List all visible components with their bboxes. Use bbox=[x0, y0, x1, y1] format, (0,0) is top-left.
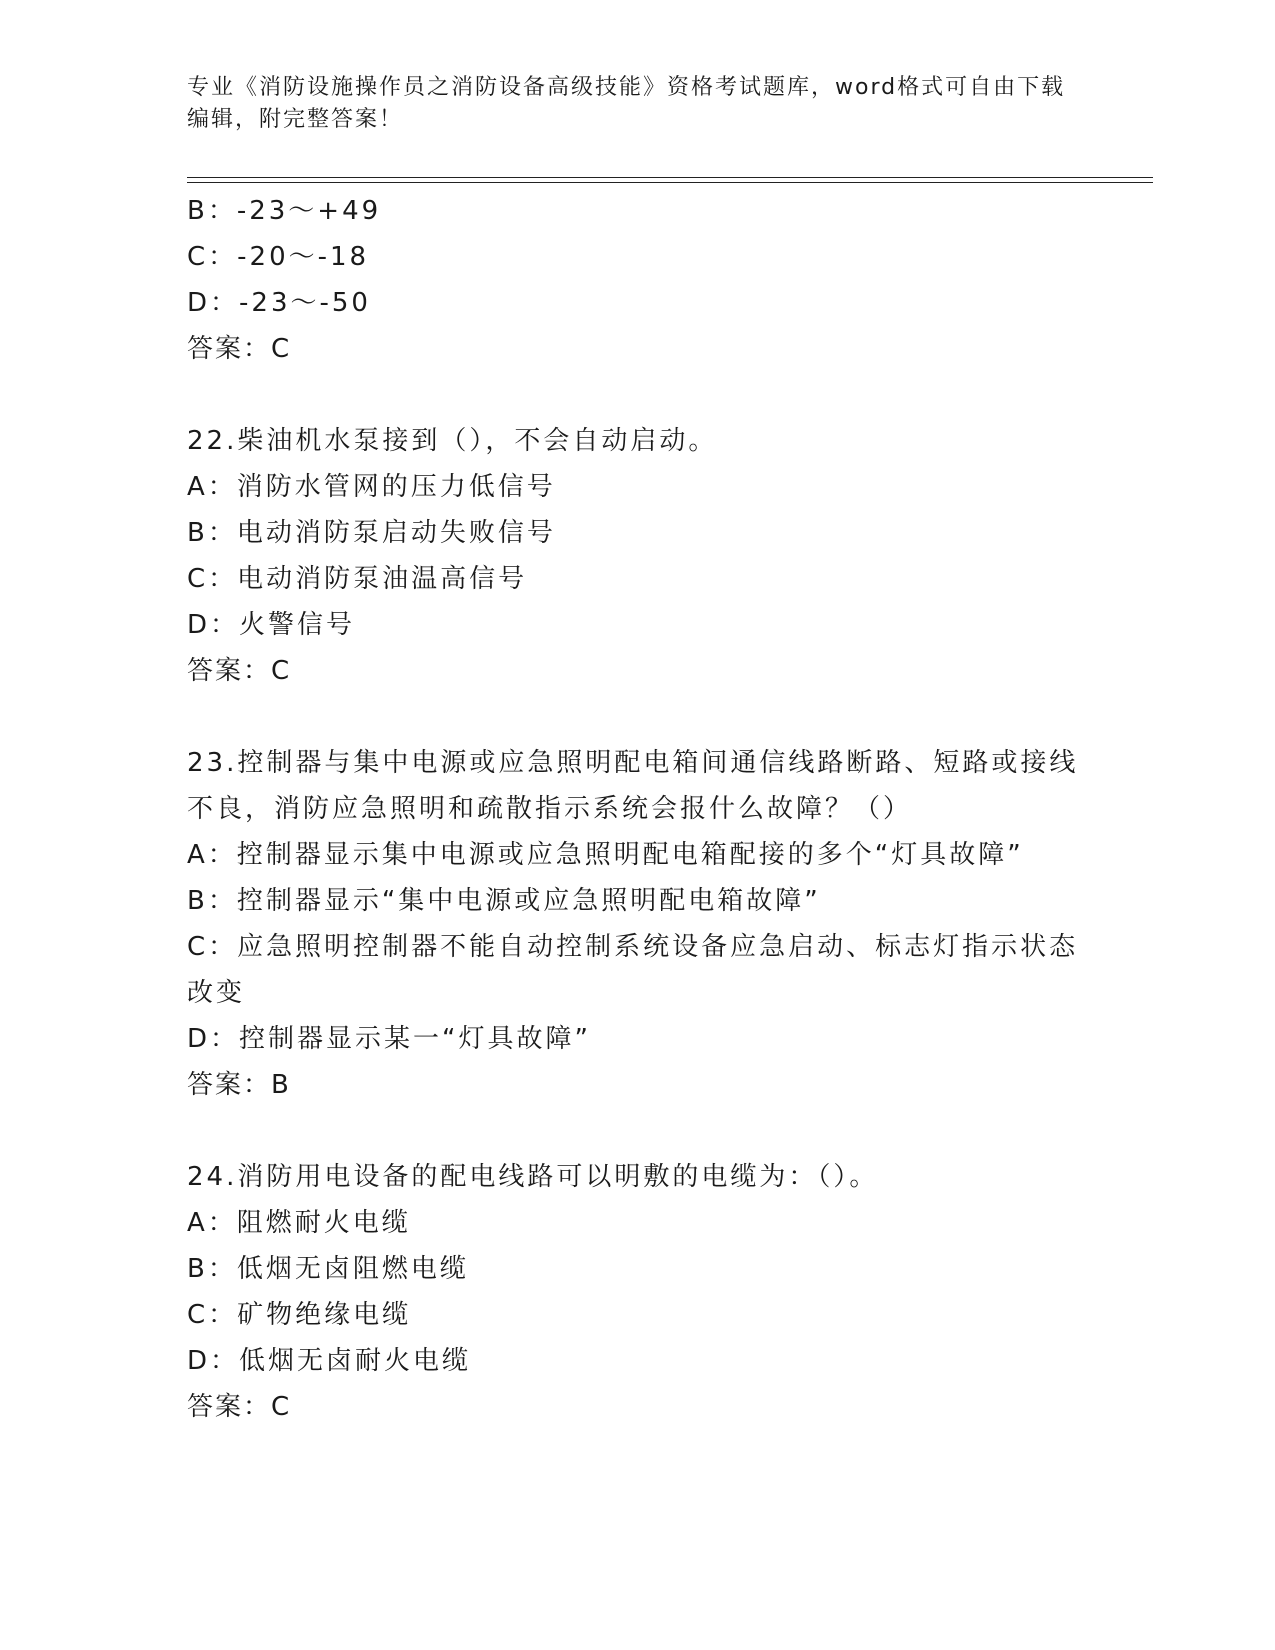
question-22 bbox=[187, 418, 1087, 694]
option-b: B：低烟无卤阻燃电缆 bbox=[187, 1254, 469, 1284]
spacer bbox=[187, 694, 1087, 740]
page-header: 专业《消防设施操作员之消防设备高级技能》资格考试题库，word格式可自由下载编辑，附完整答案！ bbox=[187, 75, 1066, 132]
option-d: D：控制器显示某一“灯具故障” bbox=[187, 1024, 591, 1054]
option-a: A：消防水管网的压力低信号 bbox=[187, 472, 556, 502]
option-c: C：矿物绝缘电缆 bbox=[187, 1300, 412, 1330]
option-b: B：控制器显示“集中电源或应急照明配电箱故障” bbox=[187, 886, 821, 916]
spacer bbox=[187, 372, 1087, 418]
header-divider-bottom bbox=[187, 182, 1153, 183]
option-d: D：-23～-50 bbox=[187, 288, 371, 318]
option-a: A：阻燃耐火电缆 bbox=[187, 1208, 411, 1238]
question-23 bbox=[187, 740, 1087, 1108]
option-c: C：电动消防泵油温高信号 bbox=[187, 564, 528, 594]
document-body bbox=[187, 188, 1087, 1430]
question-stem: 23.控制器与集中电源或应急照明配电箱间通信线路断路、短路或接线不良，消防应急照明和疏散指示系统会报什么故障？（） bbox=[187, 748, 1079, 824]
previous-question-tail bbox=[187, 188, 1087, 372]
option-b: B：电动消防泵启动失败信号 bbox=[187, 518, 556, 548]
header-divider-top bbox=[187, 177, 1153, 178]
answer-line: 答案：C bbox=[187, 334, 292, 364]
option-b: B：-23～+49 bbox=[187, 196, 382, 226]
answer-line: 答案：C bbox=[187, 656, 292, 686]
answer-line: 答案：C bbox=[187, 1392, 292, 1422]
answer-line: 答案：B bbox=[187, 1070, 291, 1100]
option-a: A：控制器显示集中电源或应急照明配电箱配接的多个“灯具故障” bbox=[187, 840, 1024, 870]
option-c: C：应急照明控制器不能自动控制系统设备应急启动、标志灯指示状态改变 bbox=[187, 932, 1079, 1008]
option-c: C：-20～-18 bbox=[187, 242, 370, 272]
spacer bbox=[187, 1108, 1087, 1154]
question-24 bbox=[187, 1154, 1087, 1430]
question-stem: 22.柴油机水泵接到（），不会自动启动。 bbox=[187, 426, 718, 456]
option-d: D：火警信号 bbox=[187, 610, 356, 640]
question-stem: 24.消防用电设备的配电线路可以明敷的电缆为：（）。 bbox=[187, 1162, 879, 1192]
option-d: D：低烟无卤耐火电缆 bbox=[187, 1346, 472, 1376]
